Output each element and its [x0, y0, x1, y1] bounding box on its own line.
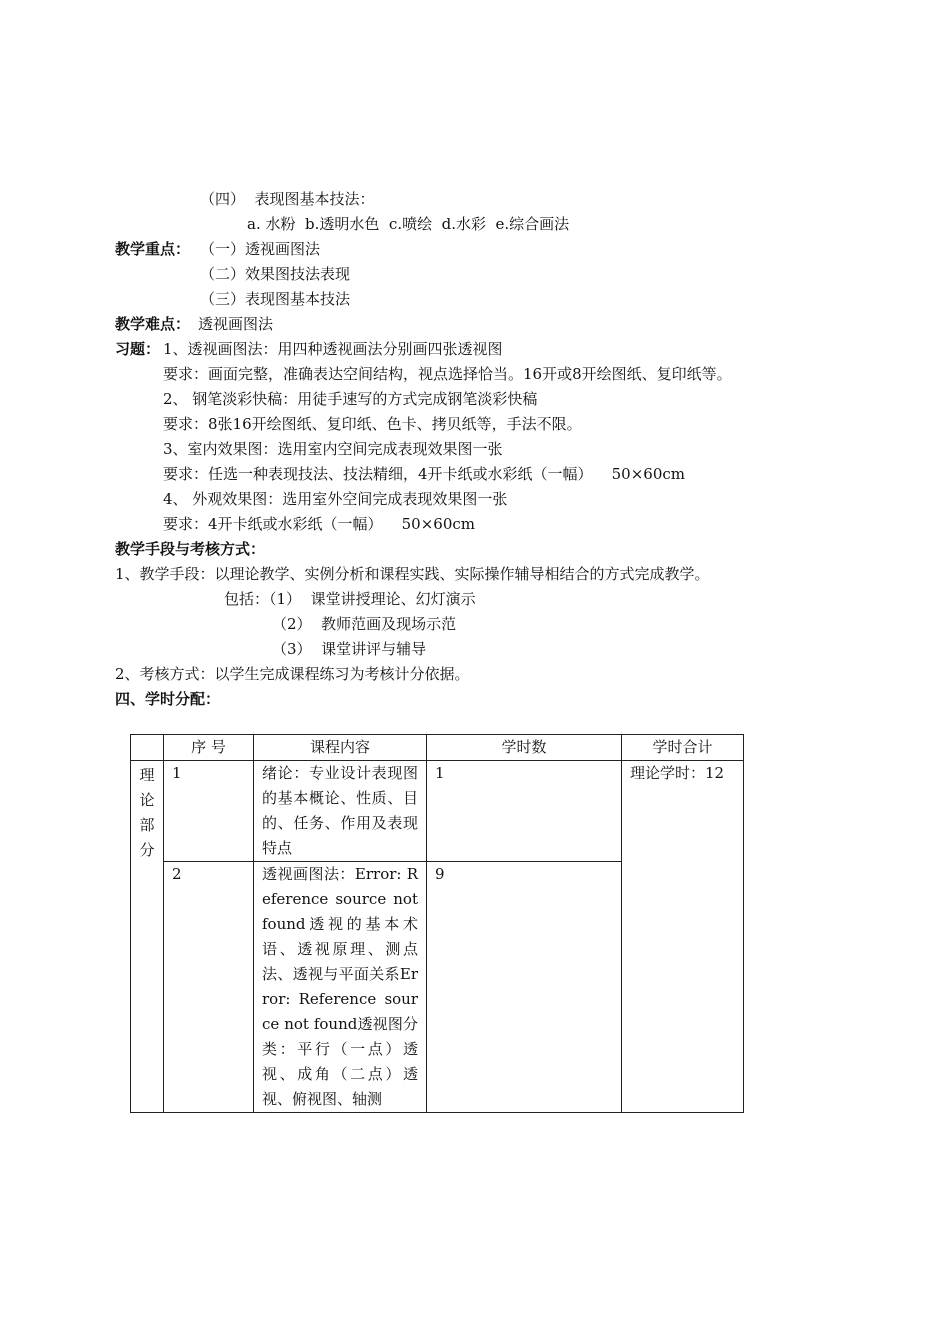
table-header-cell: 学时数: [427, 735, 622, 761]
includes-item: 包括：（1） 课堂讲授理论、幻灯演示: [224, 590, 476, 608]
teaching-methods: 1、教学手段：以理论教学、实例分析和课程实践、实际操作辅导相结合的方式完成教学。: [115, 565, 710, 583]
hours-value: 1: [427, 761, 622, 862]
difficulty-label: 教学难点：: [115, 315, 191, 333]
table-header-cell: [131, 735, 164, 761]
row-number: 1: [164, 761, 254, 862]
table-header-cell: 课程内容: [254, 735, 427, 761]
exercise-title: 2、 钢笔淡彩快稿：用徒手速写的方式完成钢笔淡彩快稿: [163, 390, 538, 408]
exercise-requirement: 要求：8张16开绘图纸、复印纸、色卡、拷贝纸等，手法不限。: [163, 415, 582, 433]
course-content: 透视画图法：Error: Reference source not found透视的基本术语、透视原理、测点法、透视与平面关系Error: Reference source not found透视图分类：平行（一点）透视、成角（二点）透视、俯视图、轴测: [254, 862, 427, 1113]
hours-value: 9: [427, 862, 622, 1113]
table-row: [131, 761, 744, 862]
exercise-requirement: 要求：4开卡纸或水彩纸（一幅） 50×60cm: [163, 515, 475, 533]
key-points-label: 教学重点：: [115, 240, 191, 258]
techniques-list: a. 水粉 b.透明水色 c.喷绘 d.水彩 e.综合画法: [247, 215, 570, 233]
includes-item: （3） 课堂讲评与辅导: [272, 640, 427, 658]
part-label: 理 论 部 分: [131, 761, 164, 1113]
table-header-cell: 学时合计: [622, 735, 744, 761]
section4-item: （四） 表现图基本技法：: [200, 190, 375, 208]
key-point-item: （二）效果图技法表现: [200, 265, 351, 283]
methods-heading: 教学手段与考核方式：: [115, 540, 266, 558]
table-header-row: [131, 735, 744, 761]
includes-item: （2） 教师范画及现场示范: [272, 615, 457, 633]
table-header-cell: 序 号: [164, 735, 254, 761]
exercise-title: 3、室内效果图：选用室内空间完成表现效果图一张: [163, 440, 503, 458]
exercise-requirement: 要求：任选一种表现技法、技法精细，4开卡纸或水彩纸（一幅） 50×60cm: [163, 465, 685, 483]
section-heading: 四、学时分配：: [115, 690, 221, 708]
exercise-title: 4、 外观效果图：选用室外空间完成表现效果图一张: [163, 490, 508, 508]
difficulty-text: 透视画图法: [198, 315, 274, 333]
key-point-item: （一）透视画图法: [200, 240, 321, 258]
exercises-label: 习题：: [115, 340, 161, 358]
row-number: 2: [164, 862, 254, 1113]
exercise-requirement: 要求：画面完整，准确表达空间结构，视点选择恰当。16开或8开绘图纸、复印纸等。: [163, 365, 732, 383]
course-content: 绪论：专业设计表现图的基本概论、性质、目的、任务、作用及表现特点: [254, 761, 427, 862]
hours-allocation-table: [130, 734, 744, 1113]
hours-total: 理论学时：12: [622, 761, 744, 1113]
key-point-item: （三）表现图基本技法: [200, 290, 351, 308]
assessment-method: 2、考核方式：以学生完成课程练习为考核计分依据。: [115, 665, 470, 683]
exercise-title: 1、透视画图法：用四种透视画法分别画四张透视图: [163, 340, 503, 358]
